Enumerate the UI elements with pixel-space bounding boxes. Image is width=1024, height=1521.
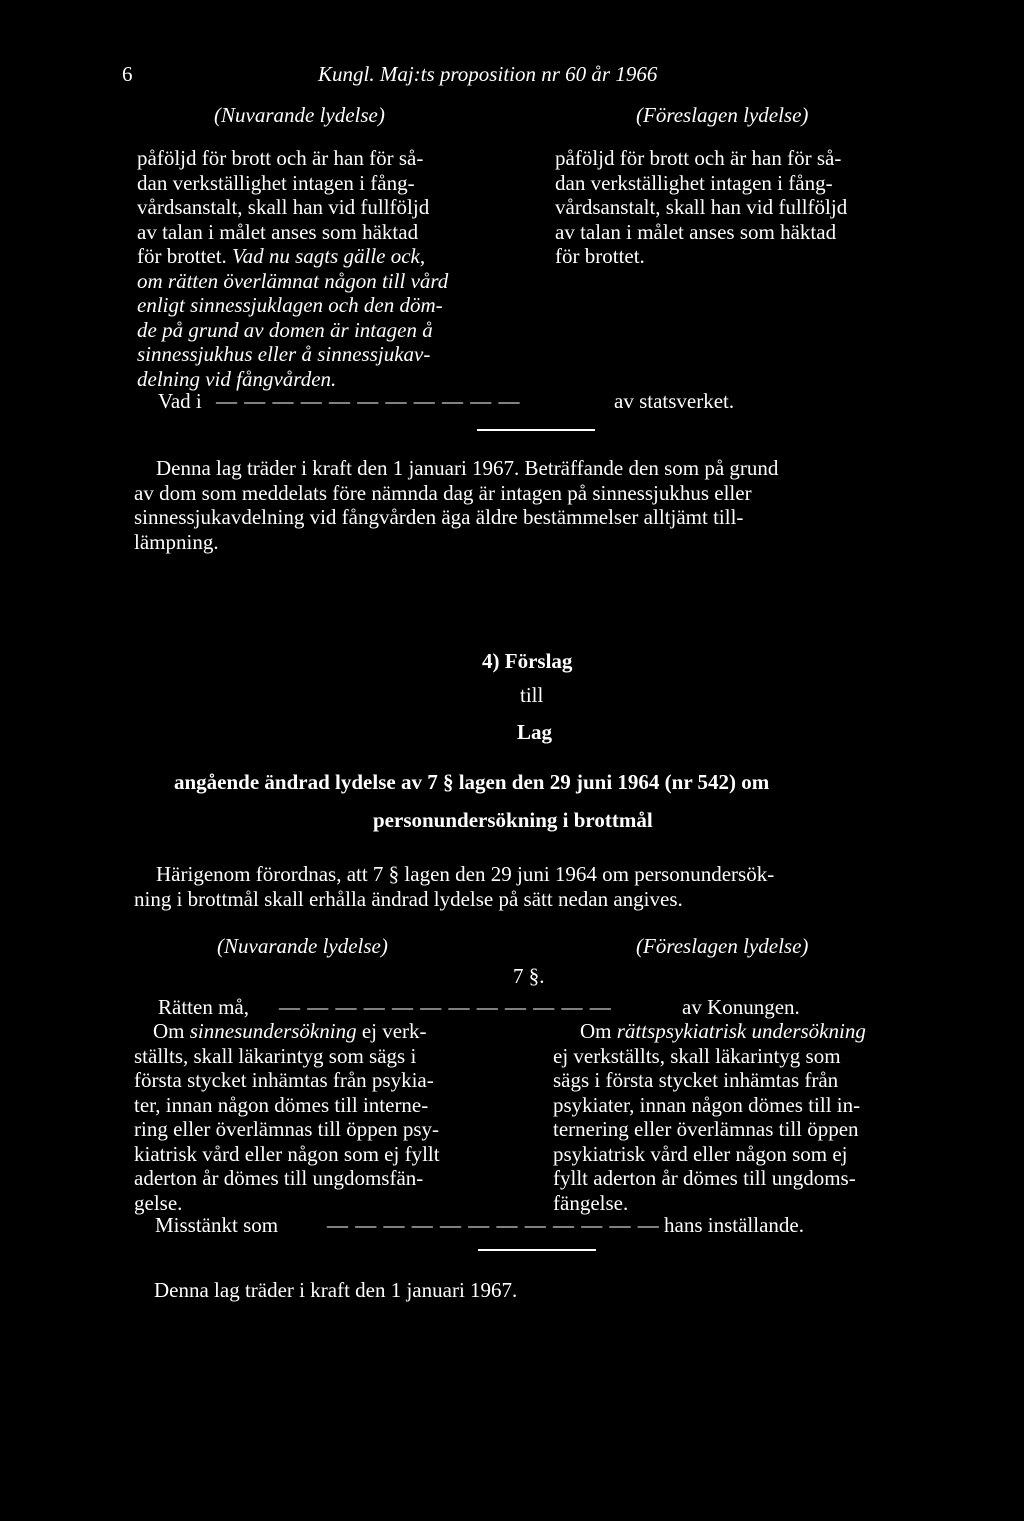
text-line: av dom som meddelats före nämnda dag är intagen på sinnessjukhus eller — [134, 480, 752, 505]
proposal-till: till — [520, 683, 544, 707]
text-line: fängelse. — [553, 1190, 629, 1215]
right-column-text — [555, 146, 950, 269]
continuation-dashes: — — — — — — — — — — — — [216, 389, 521, 413]
text-span: för brottet. — [137, 244, 227, 268]
left-column-text — [137, 146, 532, 391]
right-column-heading: (Föreslagen lydelse) — [636, 103, 809, 127]
text-line: Härigenom förordnas, att 7 § lagen den 29 juni 1964 om personundersök- — [156, 862, 775, 886]
text-line: dan verkställighet intagen i fång- — [137, 170, 415, 195]
italic-text: rättspsykiatrisk undersökning — [616, 1019, 866, 1043]
text-line: psykiatrisk vård eller någon som ej — [553, 1141, 848, 1166]
italic-line: delning vid fångvården. — [137, 366, 337, 391]
separator-rule — [477, 429, 595, 431]
right-column-heading: (Föreslagen lydelse) — [636, 934, 809, 958]
text-line: ställts, skall läkarintyg som sägs i — [134, 1043, 417, 1068]
proposal-lag: Lag — [517, 720, 553, 744]
first-line-start: Rätten må, — [158, 995, 249, 1019]
text-line: första stycket inhämtas från psykia- — [134, 1068, 434, 1092]
page-number: 6 — [122, 62, 133, 86]
text-line: dan verkställighet intagen i fång- — [555, 170, 833, 195]
text-line — [134, 1019, 529, 1044]
proposal-title-line2: personundersökning i brottmål — [373, 808, 653, 832]
italic-line: enligt sinnessjuklagen och den döm- — [137, 293, 443, 317]
text-line: ring eller överlämnas till öppen psy- — [134, 1117, 440, 1141]
text-span: Om — [580, 1019, 617, 1043]
italic-text: Vad nu sagts gälle ock, — [232, 244, 426, 268]
text-span: ej verk- — [356, 1019, 427, 1043]
text-line: sinnessjukavdelning vid fångvården äga äldre bestämmelser alltjämt till- — [134, 505, 744, 529]
text-line — [553, 1019, 948, 1044]
italic-line: de på grund av domen är intagen å — [137, 317, 433, 342]
left-column-heading: (Nuvarande lydelse) — [217, 934, 388, 958]
italic-line: sinnessjukhus eller å sinnessjukav- — [137, 342, 431, 366]
text-line: ternering eller överlämnas till öppen — [553, 1117, 859, 1141]
text-line: ning i brottmål skall erhålla ändrad lydelse på sätt nedan angives. — [134, 887, 683, 911]
text-line: ej verkställts, skall läkarintyg som — [553, 1043, 841, 1068]
proposal-title-line1: angående ändrad lydelse av 7 § lagen den 29 juni 1964 (nr 542) om — [174, 770, 770, 794]
text-span: Om — [153, 1019, 190, 1043]
text-line: aderton år dömes till ungdomsfän- — [134, 1166, 424, 1190]
text-line: vårdsanstalt, skall han vid fullföljd — [555, 195, 848, 219]
text-line: av talan i målet anses som häktad — [137, 219, 419, 244]
running-title: Kungl. Maj:ts proposition nr 60 år 1966 — [318, 62, 658, 86]
right-column-text — [553, 1019, 948, 1215]
text-line: ter, innan någon dömes till interne- — [134, 1092, 429, 1117]
text-line: lämpning. — [134, 529, 219, 554]
proposal-number: 4) Förslag — [482, 649, 573, 673]
text-line: kiatrisk vård eller någon som ej fyllt — [134, 1141, 440, 1166]
left-column-text — [134, 1019, 529, 1215]
text-line: Denna lag träder i kraft den 1 januari 1967. Beträffande den som på grund — [156, 456, 779, 480]
text-line: påföljd för brott och är han för så- — [137, 146, 424, 170]
italic-line: om rätten överlämnat någon till vård — [137, 268, 449, 293]
italic-text: sinnesundersökning — [189, 1019, 357, 1043]
effective-sentence: Denna lag träder i kraft den 1 januari 1967. — [154, 1278, 518, 1302]
effective-paragraph — [134, 456, 778, 554]
continuation-start: Vad i — [158, 389, 202, 413]
left-column-heading: (Nuvarande lydelse) — [214, 103, 385, 127]
text-line: vårdsanstalt, skall han vid fullföljd — [137, 195, 430, 219]
text-line — [137, 244, 532, 269]
text-line: sägs i första stycket inhämtas från — [553, 1068, 839, 1092]
text-line: gelse. — [134, 1190, 183, 1215]
first-line-end: av Konungen. — [682, 995, 800, 1019]
paragraph-mark: 7 §. — [513, 964, 545, 988]
last-line-start: Misstänkt som — [155, 1213, 279, 1237]
first-line-dashes: — — — — — — — — — — — — — [279, 995, 612, 1019]
last-line-dashes: — — — — — — — — — — — — — [327, 1213, 660, 1237]
separator-rule — [478, 1249, 596, 1251]
continuation-end: av statsverket. — [614, 389, 735, 413]
text-line: av talan i målet anses som häktad — [555, 219, 837, 244]
text-line: fyllt aderton år dömes till ungdoms- — [553, 1166, 856, 1190]
intro-paragraph — [134, 862, 774, 912]
last-line-end: hans inställande. — [664, 1213, 804, 1237]
text-line: för brottet. — [555, 244, 645, 268]
text-line: påföljd för brott och är han för så- — [555, 146, 842, 170]
text-line: psykiater, innan någon dömes till in- — [553, 1092, 861, 1117]
